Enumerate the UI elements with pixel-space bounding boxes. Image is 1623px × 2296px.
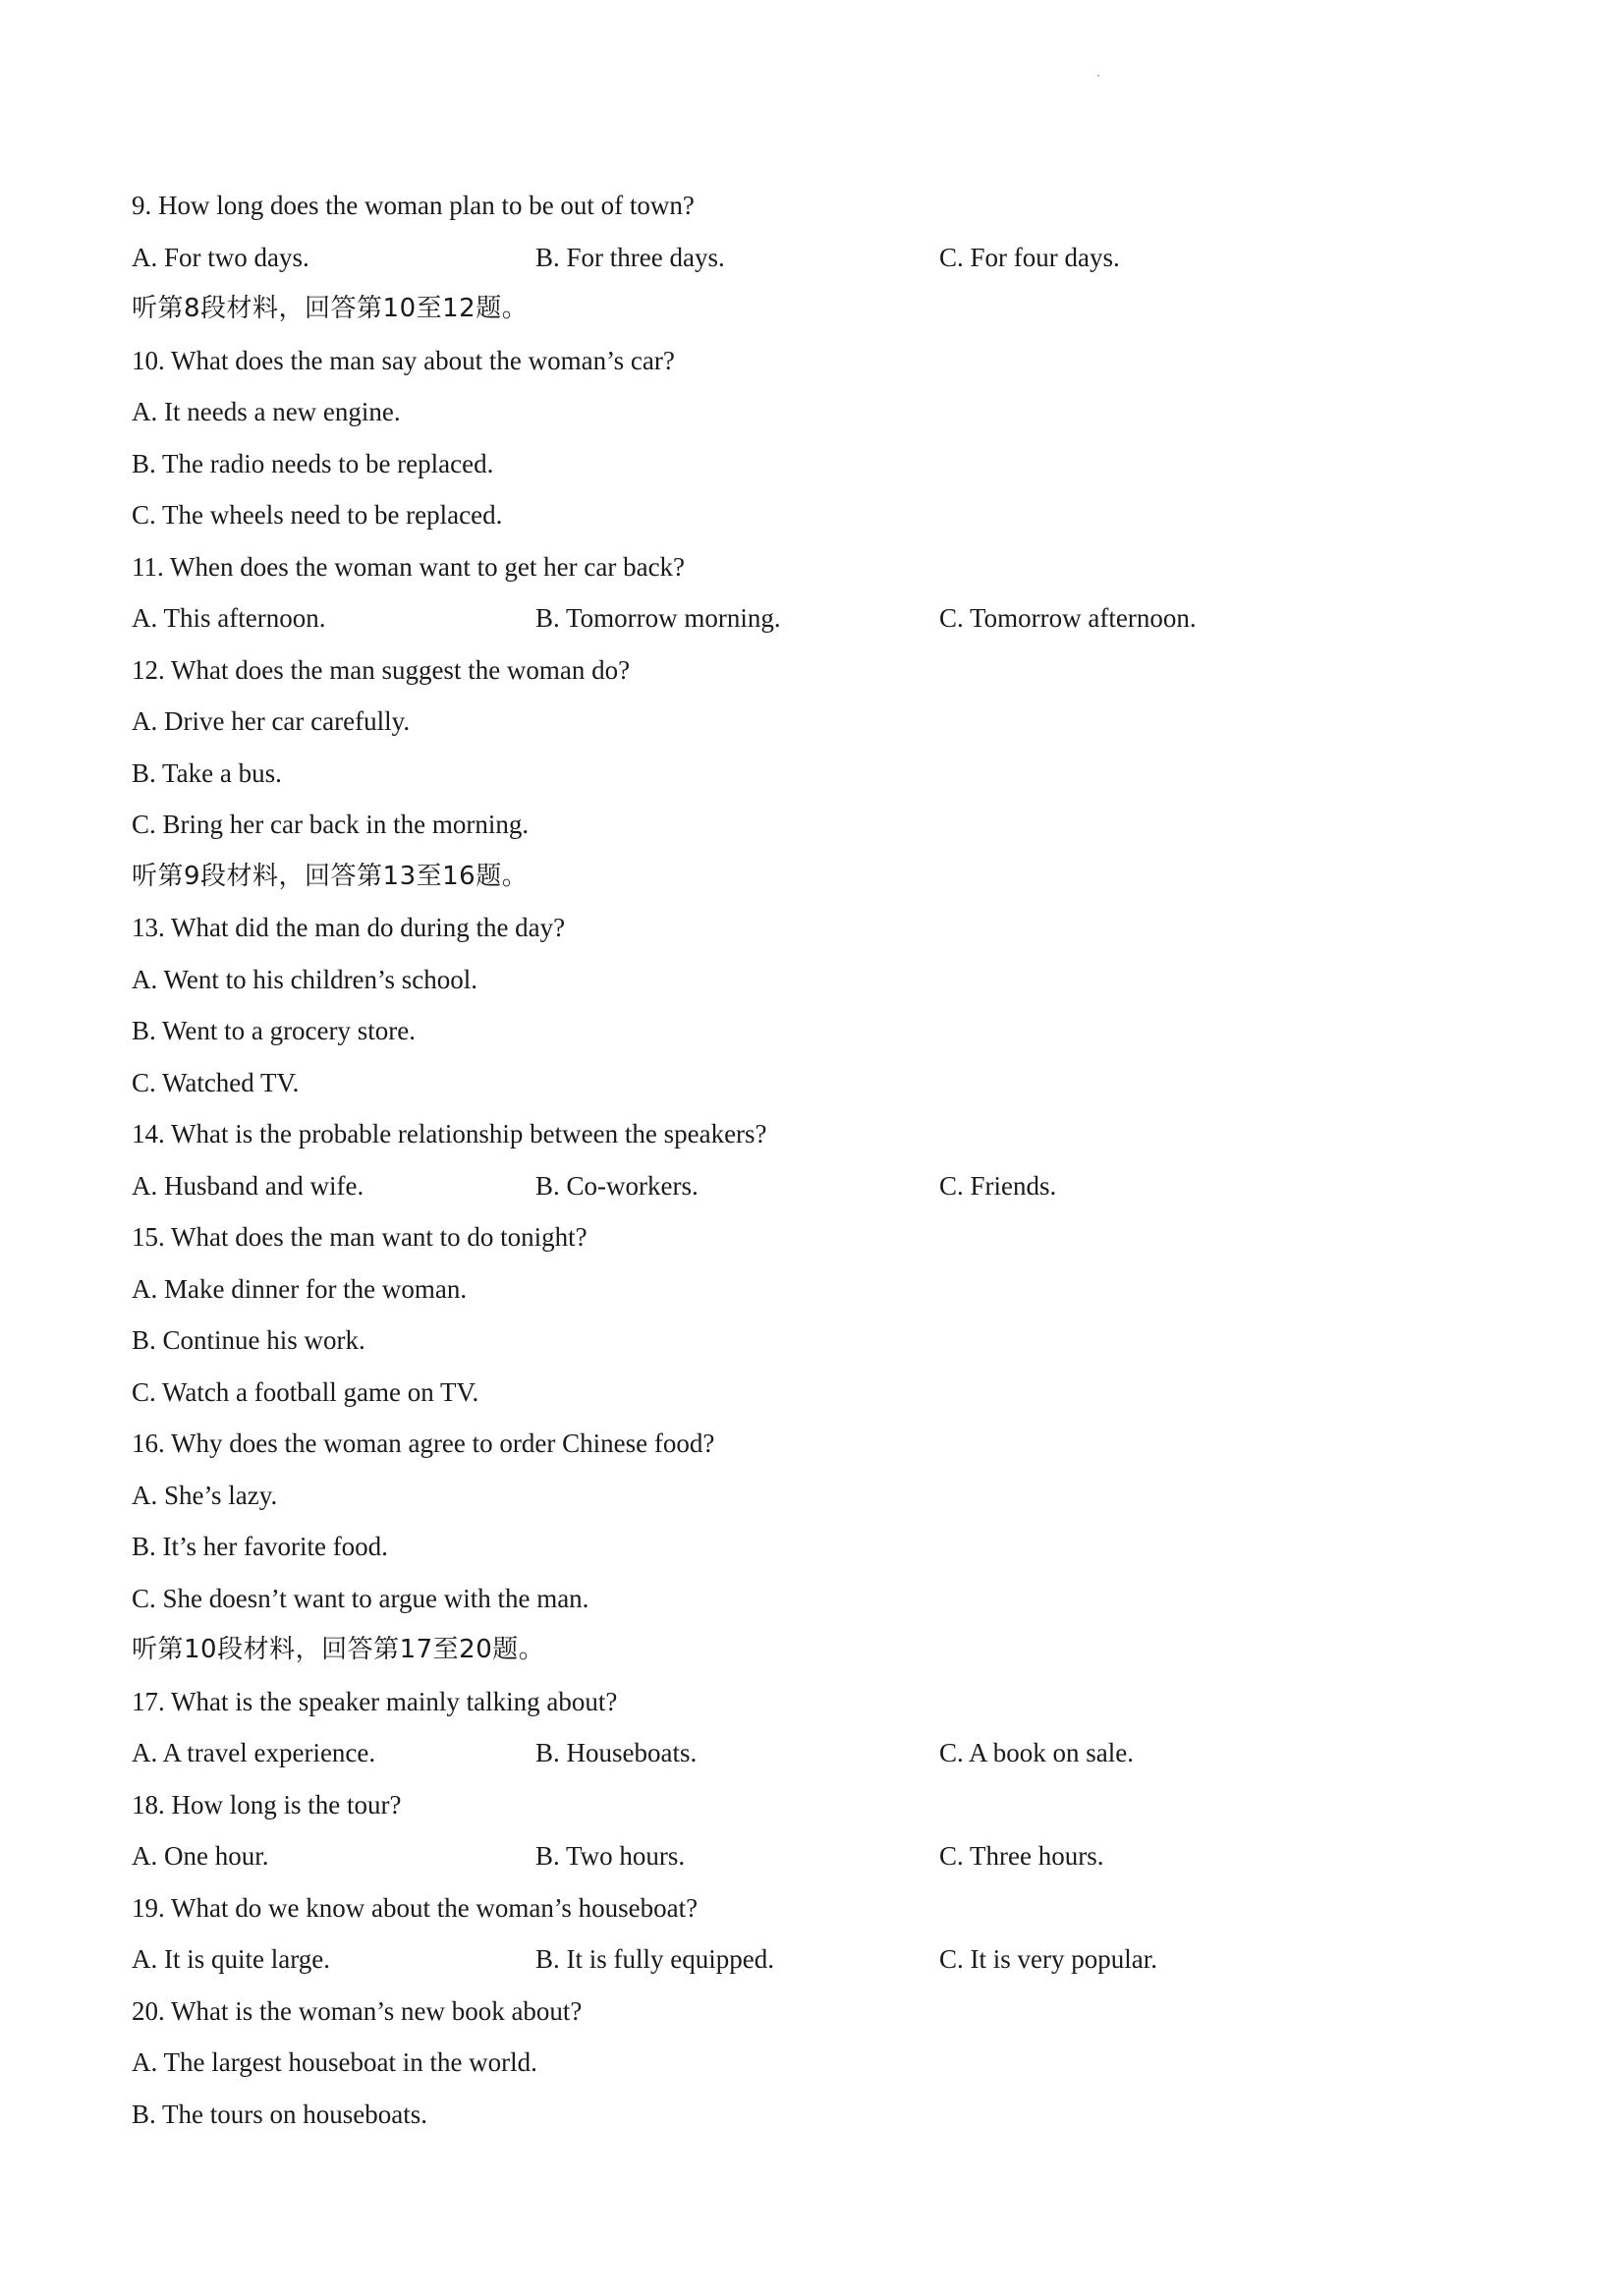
question-14: 14. What is the probable relationship between the speakers? <box>132 1119 767 1148</box>
question-10: 10. What does the man say about the woman’s car? <box>132 345 675 375</box>
option-17-b: B. Houseboats. <box>535 1738 698 1767</box>
question-9: 9. How long does the woman plan to be out of town? <box>132 191 695 220</box>
question-16: 16. Why does the woman agree to order Chinese food? <box>132 1428 715 1458</box>
option-11-b: B. Tomorrow morning. <box>535 603 781 633</box>
option-14-c: C. Friends. <box>939 1170 1057 1201</box>
option-18-c: C. Three hours. <box>939 1841 1104 1871</box>
section-heading-9: 听第9段材料，回答第13至16题。 <box>132 861 529 891</box>
option-11-a: A. This afternoon. <box>132 603 326 633</box>
option-11-c: C. Tomorrow afternoon. <box>939 603 1197 633</box>
options-17 <box>132 1727 1507 1779</box>
option-10-a: A. It needs a new engine. <box>132 397 401 426</box>
question-11: 11. When does the woman want to get her car back? <box>132 551 686 582</box>
question-20: 20. What is the woman’s new book about? <box>132 1995 583 2026</box>
option-13-c: C. Watched TV. <box>132 1067 300 1097</box>
options-19 <box>132 1933 1507 1986</box>
option-15-b: B. Continue his work. <box>132 1325 365 1355</box>
option-12-c: C. Bring her car back in the morning. <box>132 810 530 839</box>
question-18: 18. How long is the tour? <box>132 1789 402 1820</box>
option-9-b: B. For three days. <box>535 242 725 272</box>
options-9 <box>132 232 1507 284</box>
option-15-a: A. Make dinner for the woman. <box>132 1273 468 1304</box>
option-14-b: B. Co-workers. <box>535 1170 699 1201</box>
option-19-a: A. It is quite large. <box>132 1944 330 1974</box>
question-12: 12. What does the man suggest the woman do? <box>132 654 631 685</box>
option-18-b: B. Two hours. <box>535 1841 686 1871</box>
options-14 <box>132 1160 1507 1212</box>
option-20-a: A. The largest houseboat in the world. <box>132 2047 537 2077</box>
section-heading-10: 听第10段材料，回答第17至20题。 <box>132 1635 545 1664</box>
question-13: 13. What did the man do during the day? <box>132 913 566 942</box>
option-12-b: B. Take a bus. <box>132 757 282 788</box>
question-17: 17. What is the speaker mainly talking about? <box>132 1686 618 1716</box>
option-18-a: A. One hour. <box>132 1841 269 1871</box>
option-10-b: B. The radio needs to be replaced. <box>132 448 494 478</box>
options-18 <box>132 1830 1507 1882</box>
option-10-c: C. The wheels need to be replaced. <box>132 500 503 530</box>
option-17-a: A. A travel experience. <box>132 1738 376 1767</box>
option-16-c: C. She doesn’t want to argue with the man. <box>132 1583 589 1613</box>
question-19: 19. What do we know about the woman’s houseboat? <box>132 1892 699 1923</box>
option-13-b: B. Went to a grocery store. <box>132 1016 416 1045</box>
scan-dot-mark <box>1097 75 1099 77</box>
options-11 <box>132 592 1507 644</box>
option-16-a: A. She’s lazy. <box>132 1480 278 1510</box>
option-20-b: B. The tours on houseboats. <box>132 2099 427 2129</box>
option-15-c: C. Watch a football game on TV. <box>132 1376 479 1407</box>
option-12-a: A. Drive her car carefully. <box>132 706 411 736</box>
option-13-a: A. Went to his children’s school. <box>132 964 478 994</box>
listening-questions <box>132 180 1507 2140</box>
option-19-b: B. It is fully equipped. <box>535 1944 774 1974</box>
option-9-a: A. For two days. <box>132 242 309 272</box>
option-17-c: C. A book on sale. <box>939 1738 1135 1767</box>
option-9-c: C. For four days. <box>939 242 1120 272</box>
question-15: 15. What does the man want to do tonight? <box>132 1222 588 1252</box>
section-heading-8: 听第8段材料，回答第10至12题。 <box>132 294 529 323</box>
option-19-c: C. It is very popular. <box>939 1944 1157 1974</box>
option-14-a: A. Husband and wife. <box>132 1170 364 1201</box>
option-16-b: B. It’s her favorite food. <box>132 1532 388 1561</box>
